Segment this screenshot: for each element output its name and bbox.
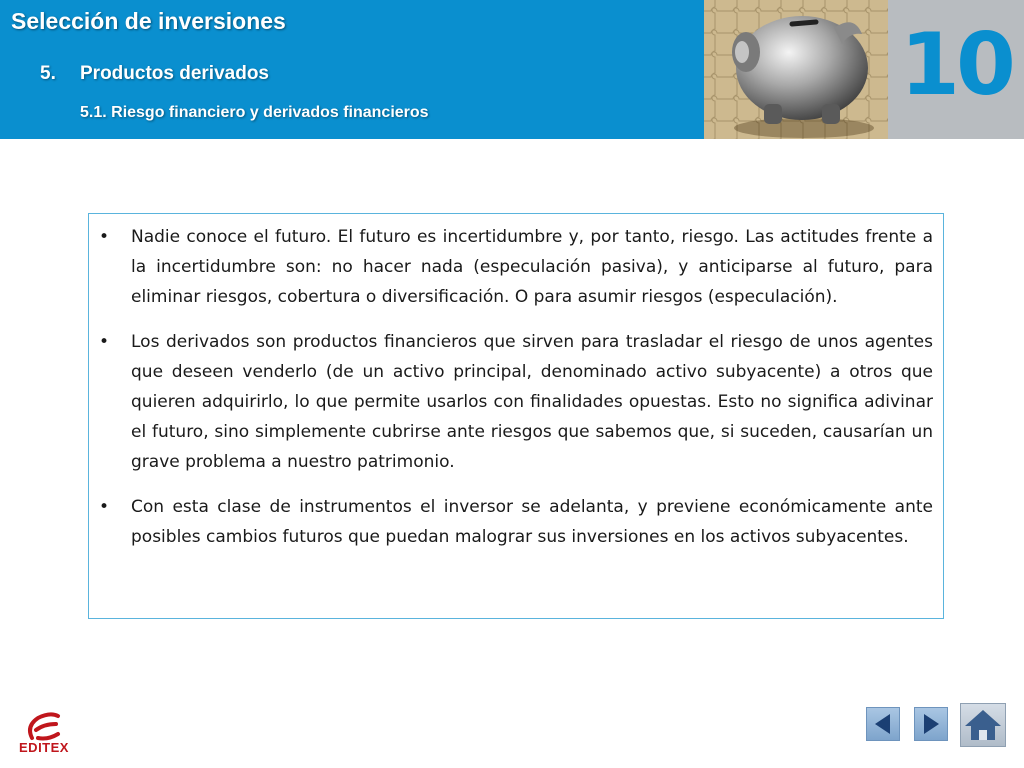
editex-logo-icon: [12, 712, 76, 742]
chapter-number-panel: [888, 0, 1024, 139]
logo-text: EDITEX: [19, 740, 69, 755]
editex-logo: [12, 712, 76, 758]
piggy-bank-image: [704, 0, 888, 139]
bullet-text: Los derivados son productos financieros que sirven para trasladar el riesgo de unos agentes que deseen venderlo (de un activo principal, denominado activo subyacente) a otros que quieren adquirirlo, lo que permite usarlos con finalidades opuestas. Esto no significa adivinar el futuro, sino simplemente cubrirse ante riesgos que sabemos que, si suceden, causarían un grave problema a nuestro patrimonio.: [131, 332, 933, 472]
previous-slide-button[interactable]: [866, 707, 900, 741]
section-heading: [40, 63, 269, 85]
home-icon: [961, 704, 1005, 746]
section-title: Productos derivados: [80, 63, 269, 84]
bullet-marker: •: [99, 227, 110, 247]
arrow-right-icon: [915, 708, 947, 740]
chapter-number: 10: [900, 15, 1012, 115]
bullet-marker: •: [99, 332, 110, 352]
list-item: [99, 222, 933, 312]
content-box: [88, 213, 944, 619]
bullet-marker: •: [99, 497, 110, 517]
arrow-left-icon: [867, 708, 899, 740]
section-number: 5.: [40, 63, 56, 84]
slide-title: Selección de inversiones: [11, 8, 286, 34]
list-item: [99, 327, 933, 477]
next-slide-button[interactable]: [914, 707, 948, 741]
header-banner: [0, 0, 704, 139]
bullet-text: Con esta clase de instrumentos el inversor se adelanta, y previene económicamente ante posibles cambios futuros que puedan malograr sus inversiones en los activos subyacentes.: [131, 497, 933, 547]
bullet-text: Nadie conoce el futuro. El futuro es incertidumbre y, por tanto, riesgo. Las actitudes frente a la incertidumbre son: no hacer nada (especulación pasiva), y anticiparse al futuro, para eliminar riesgos, cobertura o diversificación. O para asumir riesgos (especulación).: [131, 227, 933, 307]
subsection-heading: 5.1. Riesgo financiero y derivados financieros: [80, 104, 429, 121]
list-item: [99, 492, 933, 552]
home-button[interactable]: [960, 703, 1006, 747]
bullet-list: [99, 222, 933, 552]
